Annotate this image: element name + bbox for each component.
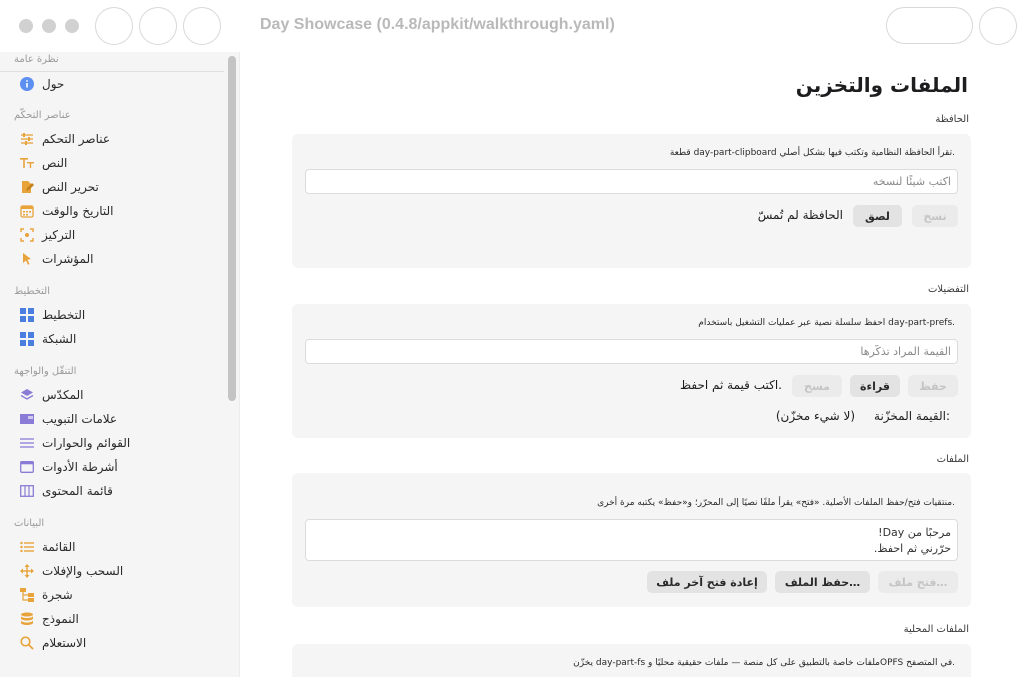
clipboard-description: قطعة day-part-clipboard تقرأ الحافظة النظامية وتكتب فيها بشكل أصلي. xyxy=(669,148,955,158)
cursor-icon xyxy=(20,252,34,266)
list-icon xyxy=(20,540,34,554)
calendar-icon xyxy=(20,204,34,218)
close-window-button[interactable] xyxy=(19,19,33,33)
sidebar-item-label: الاستعلام xyxy=(42,636,87,650)
reopen-last-file-button[interactable]: إعادة فتح آخر ملف xyxy=(647,571,767,593)
sidebar-item-layout[interactable] xyxy=(20,305,220,325)
paste-button[interactable]: لصق xyxy=(853,205,902,227)
edit-doc-icon xyxy=(20,180,34,194)
sidebar-item-label: التخطيط xyxy=(42,308,86,322)
minimize-window-button[interactable] xyxy=(42,19,56,33)
sidebar-section-layout: التخطيط xyxy=(14,286,51,297)
sidebar-item-label: حول xyxy=(42,77,65,91)
layout-grid-icon xyxy=(20,308,34,322)
sidebar-item-text[interactable] xyxy=(20,153,220,173)
main-content xyxy=(240,52,1024,677)
prefs-description: احفظ سلسلة نصية عبر عمليات التشغيل باستخدام day-part-prefs. xyxy=(698,318,955,328)
zoom-window-button[interactable] xyxy=(65,19,79,33)
sidebar-item-label: المؤشرات xyxy=(42,252,94,266)
save-file-button[interactable]: حفظ الملف… xyxy=(775,571,870,593)
sidebar-section-navigation: التنقّل والواجهة xyxy=(14,366,77,377)
title-bar xyxy=(0,0,1024,52)
sidebar-section-overview: نظرة عامة xyxy=(14,54,59,65)
clipboard-input[interactable] xyxy=(305,169,958,194)
sidebar-item-label: عناصر التحكم xyxy=(42,132,111,146)
sidebar-item-label: النموذج xyxy=(42,612,79,626)
prefs-section-label: التفضيلات xyxy=(928,284,969,295)
stack-icon xyxy=(20,388,34,402)
file-editor-line: حرّرني ثم احفظ. xyxy=(873,542,951,555)
sidebar-item-tree[interactable] xyxy=(20,585,220,605)
files-card xyxy=(292,473,971,607)
sidebar-item-about[interactable] xyxy=(20,74,220,94)
sidebar-item-label: السحب والإفلات xyxy=(42,564,124,578)
toolbar-button-2[interactable] xyxy=(139,7,177,45)
sidebar-item-label: الشبكة xyxy=(42,332,77,346)
sidebar-scrollbar-thumb[interactable] xyxy=(228,56,236,401)
files-section-label: الملفات xyxy=(936,454,969,465)
sidebar-item-menus-dialogs[interactable] xyxy=(20,433,220,453)
prefs-save-button[interactable]: حفظ xyxy=(908,375,958,397)
toolbar-button-1[interactable] xyxy=(95,7,133,45)
local-files-card xyxy=(292,644,971,677)
toolbar-button-right[interactable] xyxy=(979,7,1017,45)
sidebar-item-label: أشرطة الأدوات xyxy=(42,460,118,474)
sidebar-item-focus[interactable] xyxy=(20,225,220,245)
grid-icon xyxy=(20,332,34,346)
sidebar-item-label: التاريخ والوقت xyxy=(42,204,114,218)
tabs-icon xyxy=(20,412,34,426)
sidebar-item-tabs[interactable] xyxy=(20,409,220,429)
toolbar-icon xyxy=(20,460,34,474)
text-size-icon xyxy=(20,156,34,170)
sidebar-item-label: المكدّس xyxy=(42,388,84,402)
menu-lines-icon xyxy=(20,436,34,450)
toolbar-pill-button[interactable] xyxy=(886,7,973,44)
sidebar-item-label: القائمة xyxy=(42,540,76,554)
sidebar-item-text-editing[interactable] xyxy=(20,177,220,197)
page-title: الملفات والتخزين xyxy=(795,73,968,97)
sidebar-item-content-list[interactable] xyxy=(20,481,220,501)
prefs-input[interactable] xyxy=(305,339,958,364)
tree-icon xyxy=(20,588,34,602)
database-icon xyxy=(20,612,34,626)
file-editor[interactable] xyxy=(305,519,958,561)
clipboard-section-label: الحافظة xyxy=(935,114,969,125)
sidebar-item-label: علامات التبويب xyxy=(42,412,118,426)
clipboard-status: الحافظة لم تُمسّ xyxy=(757,208,843,222)
sidebar-item-label: تحرير النص xyxy=(42,180,99,194)
sidebar-item-label: شجرة xyxy=(42,588,73,602)
sidebar-item-cursors[interactable] xyxy=(20,249,220,269)
sidebar-section-data: البيانات xyxy=(14,518,45,529)
local-files-description: يخزّن day-part-fs ملفات خاصة بالتطبيق على كل منصة — ملفات حقيقية محليًا وOPFS في المتصفح. xyxy=(573,658,955,668)
sliders-icon xyxy=(20,132,34,146)
sidebar xyxy=(0,52,240,677)
sidebar-item-controls[interactable] xyxy=(20,129,220,149)
move-icon xyxy=(20,564,34,578)
sidebar-section-controls: عناصر التحكّم xyxy=(14,110,71,121)
sidebar-item-drag-drop[interactable] xyxy=(20,561,220,581)
local-files-section-label: الملفات المحلية xyxy=(903,624,969,635)
prefs-card xyxy=(292,304,971,438)
sidebar-item-label: قائمة المحتوى xyxy=(42,484,113,498)
sidebar-item-grid[interactable] xyxy=(20,329,220,349)
files-description: منتقيات فتح/حفظ الملفات الأصلية. «فتح» يقرأ ملفًا نصيًا إلى المحرّر؛ و«حفظ» يكتبه مرة أخرى. xyxy=(597,498,955,508)
stored-value-label: القيمة المخزّنة: xyxy=(874,409,950,423)
sidebar-item-label: القوائم والحوارات xyxy=(42,436,131,450)
sidebar-item-query[interactable] xyxy=(20,633,220,653)
file-editor-line: مرحبًا من Day! xyxy=(878,526,951,539)
focus-icon xyxy=(20,228,34,242)
copy-button[interactable]: نسخ xyxy=(912,205,958,227)
sidebar-item-label: النص xyxy=(42,156,68,170)
prefs-read-button[interactable]: قراءة xyxy=(850,375,900,397)
columns-icon xyxy=(20,484,34,498)
window-title: Day Showcase (0.4.8/appkit/walkthrough.yaml) xyxy=(260,16,615,33)
sidebar-item-date-time[interactable] xyxy=(20,201,220,221)
sidebar-item-label: التركيز xyxy=(42,228,76,242)
sidebar-item-stack[interactable] xyxy=(20,385,220,405)
open-file-button[interactable]: فتح ملف… xyxy=(878,571,958,593)
info-icon xyxy=(20,77,34,91)
search-icon xyxy=(20,636,34,650)
sidebar-item-list[interactable] xyxy=(20,537,220,557)
sidebar-item-model[interactable] xyxy=(20,609,220,629)
sidebar-item-toolbars[interactable] xyxy=(20,457,220,477)
prefs-hint: اكتب قيمة ثم احفظ. xyxy=(680,378,782,392)
prefs-clear-button[interactable]: مسح xyxy=(792,375,842,397)
sidebar-divider xyxy=(0,71,224,72)
stored-value: (لا شيء مخزّن) xyxy=(775,409,855,423)
toolbar-button-3[interactable] xyxy=(183,7,221,45)
clipboard-card xyxy=(292,134,971,268)
